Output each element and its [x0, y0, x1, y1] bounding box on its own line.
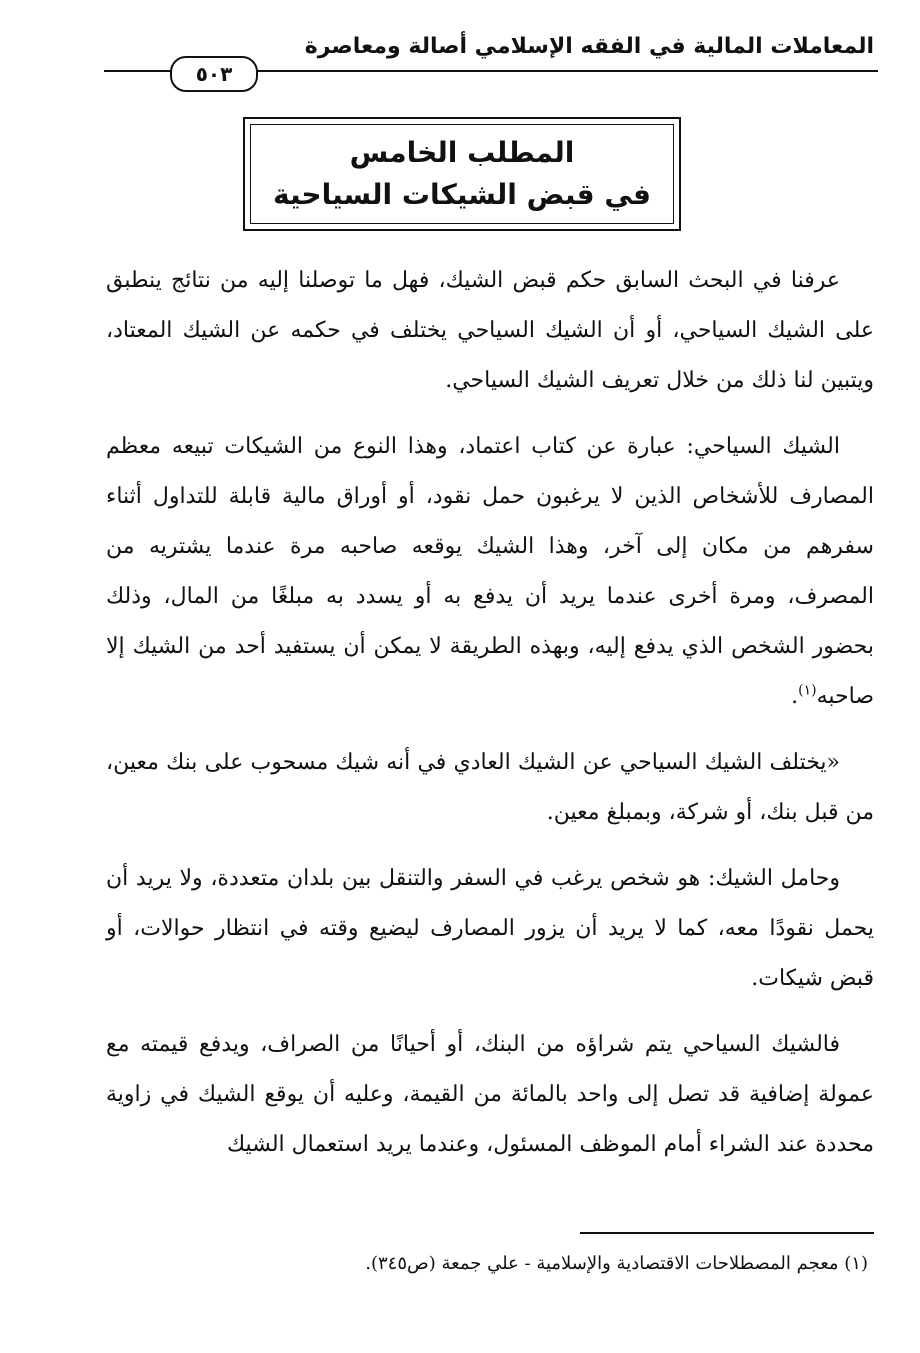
- paragraph-3: «يختلف الشيك السياحي عن الشيك العادي في أنه شيك مسحوب على بنك معين، من قبل بنك، أو شركة، وبمبلغ معين.: [106, 750, 874, 825]
- footnote-separator: [580, 1232, 874, 1234]
- paragraph-5: فالشيك السياحي يتم شراؤه من البنك، أو أحيانًا من الصراف، ويدفع قيمته مع عمولة إضافية قد تصل إلى واحد بالمائة من القيمة، وعليه أن يوقع الشيك في زاوية محددة عند الشراء أمام الموظف المسئول، وعندما يريد استعمال الشيك: [106, 1032, 874, 1157]
- footnote: (١) معجم المصطلاحات الاقتصادية والإسلامية - علي جمعة (ص٣٤٥).: [365, 1253, 868, 1274]
- page-number-badge: [170, 56, 258, 92]
- section-heading-inner-frame: [250, 124, 674, 224]
- paragraph-1: عرفنا في البحث السابق حكم قبض الشيك، فهل ما توصلنا إليه من نتائج ينطبق على الشيك السياحي، أو أن الشيك السياحي يختلف في حكمه عن الشيك المعتاد، ويتبين لنا ذلك من خلال تعريف الشيك السياحي.: [106, 268, 874, 393]
- section-heading-frame: [243, 117, 681, 231]
- body-text: [106, 256, 874, 1186]
- running-header-title: المعاملات المالية في الفقه الإسلامي أصالة ومعاصرة: [304, 34, 874, 59]
- paragraph-2: [106, 422, 874, 722]
- paragraph-2-text: الشيك السياحي: عبارة عن كتاب اعتماد، وهذا النوع من الشيكات تبيعه معظم المصارف للأشخاص الذين لا يرغبون حمل نقود، أو أوراق مالية قابلة للتداول أثناء سفرهم من مكان إلى آخر، وهذا الشيك يوقعه صاحبه مرة عندما يشتريه من المصرف، ومرة أخرى عندما يريد أن يدفع به أو يسدد به مبلغًا من المال، وذلك بحضور الشخص الذي يدفع إليه، وبهذه الطريقة لا يمكن أن يستفيد أحد من الشيك إلا صاحبه: [106, 434, 874, 709]
- paragraph-2-end: .: [791, 684, 799, 709]
- section-heading-line-2: في قبض الشيكات السياحية: [273, 178, 651, 211]
- page-number: ٥٠٣: [195, 62, 233, 86]
- footnote-reference: (١): [798, 682, 817, 699]
- paragraph-4: وحامل الشيك: هو شخص يرغب في السفر والتنقل بين بلدان متعددة، ولا يريد أن يحمل نقودًا معه، كما لا يريد أن يزور المصارف ليضيع وقته في انتظار حوالات، أو قبض شيكات.: [106, 866, 874, 991]
- section-heading-line-1: المطلب الخامس: [349, 136, 575, 169]
